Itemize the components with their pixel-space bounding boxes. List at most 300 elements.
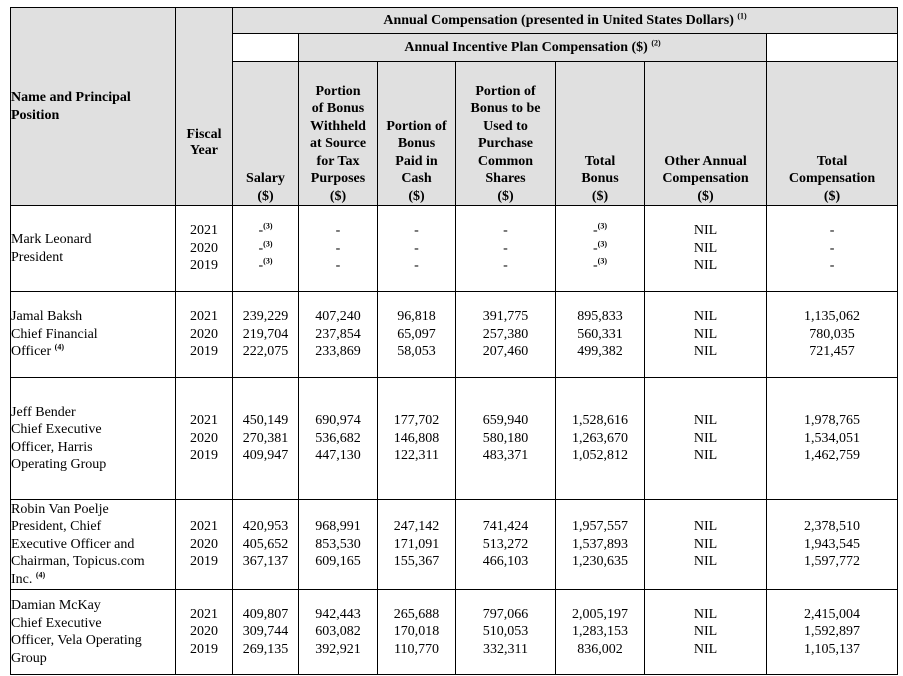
value-text: NIL	[693, 554, 718, 570]
value-text: 1,230,635	[572, 554, 628, 570]
value-text: -	[593, 223, 598, 239]
value-line	[456, 257, 555, 275]
value-text: 942,443	[315, 606, 361, 622]
value-line	[378, 641, 455, 659]
value-line	[299, 343, 377, 361]
value-line	[456, 222, 555, 240]
header-line: ($)	[697, 188, 714, 204]
footnote-marker: (4)	[54, 342, 64, 352]
value-text: 332,311	[483, 641, 528, 657]
value-text: 2020	[190, 536, 218, 552]
header-line: Position	[11, 107, 60, 123]
name-line	[11, 231, 175, 249]
name-text: Jamal Baksh	[11, 309, 83, 325]
header-line: Salary	[246, 171, 285, 186]
fiscal-year-cell	[176, 292, 233, 378]
value-line	[176, 240, 232, 258]
salary-cell	[233, 590, 299, 675]
bonus-shares-cell	[456, 500, 556, 590]
header-aip-compensation	[299, 34, 767, 62]
value-text: 207,460	[482, 344, 529, 360]
header-line: Portion of	[386, 118, 447, 134]
value-text: 466,103	[482, 554, 529, 570]
bonus-withheld-cell	[299, 378, 378, 500]
value-line	[233, 606, 298, 624]
header-line: Other Annual	[664, 153, 747, 169]
value-text: -	[335, 240, 341, 256]
value-line	[456, 553, 555, 571]
value-line	[299, 641, 377, 659]
value-text: NIL	[693, 536, 718, 552]
name-text: Officer, Vela Operating	[11, 633, 142, 648]
header-line: ($)	[257, 188, 274, 204]
value-text: 560,331	[577, 326, 623, 342]
value-text: -	[414, 240, 419, 256]
value-text: 309,744	[242, 624, 289, 640]
bonus-cash-cell	[378, 500, 456, 590]
name-line	[11, 343, 175, 361]
value-line	[456, 641, 555, 659]
value-text: 65,097	[397, 326, 436, 342]
value-line	[176, 553, 232, 571]
value-text: 510,053	[482, 624, 529, 640]
value-text: 409,947	[242, 448, 289, 464]
value-text: 222,075	[242, 344, 289, 360]
value-line	[176, 412, 232, 430]
value-line	[556, 430, 644, 448]
name-text: Robin Van Poelje	[11, 501, 109, 517]
value-line	[456, 447, 555, 465]
salary-cell	[233, 378, 299, 500]
header-line: Bonus	[581, 171, 619, 186]
value-line	[767, 447, 897, 465]
other-compensation-cell	[645, 590, 767, 675]
value-text: 741,424	[482, 519, 529, 535]
value-line	[233, 240, 298, 258]
header-total-compensation	[767, 62, 898, 206]
value-line	[645, 257, 766, 275]
header-annual-compensation	[233, 8, 898, 34]
value-text: 1,283,153	[572, 624, 628, 640]
value-text: 659,940	[482, 413, 529, 429]
value-text: 1,105,137	[804, 641, 861, 657]
value-text: 1,597,772	[804, 554, 861, 570]
value-line	[233, 257, 298, 275]
value-line	[645, 308, 766, 326]
value-text: -	[258, 223, 264, 239]
value-line	[645, 553, 766, 571]
value-line	[233, 518, 298, 536]
value-line	[767, 257, 897, 275]
header-line: for Tax	[316, 153, 360, 169]
value-line	[556, 257, 644, 275]
name-position-cell	[11, 292, 176, 378]
header-bonus-cash	[378, 62, 456, 206]
value-text: 407,240	[315, 309, 361, 325]
value-text: 1,978,765	[804, 413, 861, 429]
value-text: NIL	[693, 240, 718, 256]
value-text: 483,371	[482, 448, 529, 464]
bonus-cash-cell	[378, 590, 456, 675]
header-line: ($)	[591, 188, 609, 204]
name-position-cell	[11, 378, 176, 500]
total-bonus-cell	[556, 500, 645, 590]
value-line	[456, 623, 555, 641]
name-text: Chief Executive	[11, 615, 102, 631]
value-text: 580,180	[482, 430, 529, 446]
value-line	[767, 326, 897, 344]
value-line	[176, 447, 232, 465]
name-text: Chief Financial	[11, 326, 98, 342]
value-text: 690,974	[315, 413, 361, 429]
value-line	[378, 536, 455, 554]
value-line	[233, 536, 298, 554]
name-text: Jeff Bender	[11, 404, 76, 420]
value-line	[176, 536, 232, 554]
value-line	[233, 623, 298, 641]
value-text: NIL	[693, 309, 718, 325]
value-text: 450,149	[242, 413, 289, 429]
bonus-cash-cell	[378, 292, 456, 378]
value-line	[456, 343, 555, 361]
header-line: Purposes	[310, 171, 366, 186]
header-line: of Bonus	[311, 101, 365, 116]
value-text: -	[335, 223, 341, 239]
value-line	[456, 308, 555, 326]
value-line	[456, 606, 555, 624]
header-line: Fiscal	[186, 126, 222, 142]
table-row	[11, 590, 898, 675]
header-line: Common	[477, 153, 534, 169]
value-text: 122,311	[394, 448, 439, 464]
header-line: Paid in	[395, 153, 438, 169]
value-line	[378, 412, 455, 430]
value-line	[299, 623, 377, 641]
value-line	[378, 308, 455, 326]
value-text: -	[335, 258, 341, 274]
header-line: ($)	[408, 188, 425, 204]
header-line: Year	[190, 142, 218, 158]
value-line	[233, 308, 298, 326]
name-line	[11, 632, 175, 650]
total-bonus-cell	[556, 590, 645, 675]
table-row	[11, 378, 898, 500]
value-text: 1,537,893	[572, 536, 628, 552]
name-text: Operating Group	[11, 457, 107, 472]
total-compensation-cell	[767, 500, 898, 590]
total-bonus-cell	[556, 292, 645, 378]
value-line	[645, 222, 766, 240]
value-line	[556, 343, 644, 361]
table-row	[11, 206, 898, 292]
value-line	[378, 447, 455, 465]
header-blank-cell	[767, 34, 898, 62]
name-line	[11, 536, 175, 554]
footnote-marker: (3)	[263, 256, 273, 266]
value-line	[456, 536, 555, 554]
value-text: 237,854	[315, 326, 361, 342]
value-text: 2019	[190, 641, 218, 657]
bonus-shares-cell	[456, 590, 556, 675]
header-annual-compensation-note: (1)	[737, 10, 747, 20]
value-line	[767, 308, 897, 326]
value-line	[456, 240, 555, 258]
value-text: 447,130	[315, 448, 361, 464]
value-line	[556, 623, 644, 641]
value-line	[645, 606, 766, 624]
header-line: Portion of	[475, 83, 536, 99]
value-text: 2019	[190, 448, 218, 464]
value-line	[767, 518, 897, 536]
value-text: 391,775	[482, 309, 529, 325]
value-text: 536,682	[315, 430, 361, 446]
name-text: President	[11, 249, 64, 265]
value-line	[176, 623, 232, 641]
value-text: 1,957,557	[572, 519, 628, 535]
value-text: NIL	[693, 641, 718, 657]
value-line	[645, 623, 766, 641]
value-line	[556, 518, 644, 536]
value-text: 270,381	[242, 430, 289, 446]
value-text: 269,135	[242, 641, 289, 657]
value-line	[233, 222, 298, 240]
value-text: 1,534,051	[804, 430, 861, 446]
value-text: -	[829, 258, 835, 274]
value-text: 836,002	[577, 641, 623, 657]
total-bonus-cell	[556, 206, 645, 292]
value-text: 797,066	[482, 606, 529, 622]
salary-cell	[233, 292, 299, 378]
value-text: 2020	[190, 240, 218, 256]
value-line	[456, 412, 555, 430]
fiscal-year-cell	[176, 500, 233, 590]
value-line	[378, 257, 455, 275]
value-line	[176, 222, 232, 240]
other-compensation-cell	[645, 500, 767, 590]
value-line	[233, 343, 298, 361]
value-line	[645, 641, 766, 659]
value-line	[767, 222, 897, 240]
value-text: 2021	[190, 413, 218, 429]
value-text: NIL	[693, 448, 718, 464]
name-position-cell	[11, 206, 176, 292]
value-text: -	[414, 258, 419, 274]
value-line	[176, 641, 232, 659]
name-line	[11, 650, 175, 668]
value-text: 155,367	[393, 554, 440, 570]
value-line	[299, 308, 377, 326]
name-line	[11, 326, 175, 344]
header-line: at Source	[309, 136, 367, 151]
header-line: Compensation	[662, 171, 749, 186]
value-line	[176, 257, 232, 275]
name-line	[11, 456, 175, 474]
value-line	[299, 222, 377, 240]
value-text: 2,005,197	[572, 606, 628, 622]
value-text: 2,415,004	[804, 606, 861, 622]
header-line: Total	[584, 153, 616, 169]
header-line: ($)	[497, 188, 514, 204]
value-line	[233, 447, 298, 465]
fiscal-year-cell	[176, 378, 233, 500]
value-line	[378, 518, 455, 536]
name-text: Chairman, Topicus.com	[11, 554, 145, 570]
value-text: 609,165	[315, 554, 361, 570]
value-line	[378, 606, 455, 624]
fiscal-year-cell	[176, 206, 233, 292]
header-total-bonus	[556, 62, 645, 206]
header-line: Cash	[401, 171, 432, 186]
value-line	[299, 326, 377, 344]
value-line	[299, 536, 377, 554]
header-blank-cell	[233, 34, 299, 62]
header-line: Bonus to be	[470, 101, 541, 116]
name-text: Group	[11, 650, 47, 666]
value-text: -	[258, 240, 264, 256]
bonus-withheld-cell	[299, 590, 378, 675]
value-line	[556, 641, 644, 659]
name-text: Officer	[11, 344, 52, 360]
value-text: 265,688	[393, 606, 440, 622]
value-line	[299, 257, 377, 275]
header-line: Bonus	[397, 136, 436, 151]
value-line	[767, 623, 897, 641]
value-text: 853,530	[315, 536, 361, 552]
value-text: 2020	[190, 430, 218, 446]
value-line	[556, 308, 644, 326]
value-text: 2019	[190, 554, 218, 570]
value-text: 2021	[190, 223, 218, 239]
value-line	[233, 553, 298, 571]
value-text: 895,833	[577, 309, 623, 325]
footnote-marker: (4)	[35, 570, 46, 580]
value-line	[299, 240, 377, 258]
value-line	[767, 430, 897, 448]
value-line	[645, 536, 766, 554]
total-compensation-cell	[767, 378, 898, 500]
value-line	[556, 447, 644, 465]
header-line: ($)	[823, 188, 841, 204]
value-line	[378, 430, 455, 448]
footnote-marker: (3)	[597, 221, 607, 231]
value-text: -	[593, 258, 598, 274]
value-text: -	[829, 240, 835, 256]
header-line: ($)	[329, 188, 347, 204]
name-text: President, Chief	[11, 519, 102, 535]
header-aip-text: Annual Incentive Plan Compensation ($)	[404, 39, 648, 55]
table-row	[11, 500, 898, 590]
name-line	[11, 439, 175, 457]
value-line	[378, 222, 455, 240]
name-position-cell	[11, 500, 176, 590]
name-line	[11, 615, 175, 633]
value-text: 780,035	[809, 326, 855, 342]
value-line	[176, 343, 232, 361]
table-row	[11, 292, 898, 378]
value-text: 603,082	[315, 624, 361, 640]
header-line: Shares	[485, 171, 526, 186]
name-text: Chief Executive	[11, 422, 102, 437]
value-line	[645, 240, 766, 258]
value-line	[645, 430, 766, 448]
value-text: 110,770	[394, 641, 439, 657]
name-text: Damian McKay	[11, 598, 101, 613]
other-compensation-cell	[645, 206, 767, 292]
value-line	[378, 326, 455, 344]
value-line	[299, 412, 377, 430]
value-text: 2021	[190, 606, 218, 622]
value-line	[645, 447, 766, 465]
value-text: 58,053	[397, 344, 436, 360]
value-line	[456, 430, 555, 448]
value-line	[299, 447, 377, 465]
value-line	[299, 553, 377, 571]
value-text: NIL	[693, 606, 718, 622]
value-line	[645, 412, 766, 430]
value-line	[645, 343, 766, 361]
header-bonus-shares	[456, 62, 556, 206]
value-text: 1,592,897	[804, 624, 861, 640]
value-text: 233,869	[315, 344, 361, 360]
value-line	[645, 326, 766, 344]
name-line	[11, 421, 175, 439]
value-text: NIL	[693, 624, 718, 640]
value-text: NIL	[693, 223, 718, 239]
value-text: 1,943,545	[804, 536, 861, 552]
value-line	[645, 518, 766, 536]
name-line	[11, 571, 175, 589]
value-text: 2019	[190, 344, 218, 360]
value-line	[378, 623, 455, 641]
header-annual-compensation-text: Annual Compensation (presented in United States Dollars)	[383, 12, 734, 28]
value-line	[767, 553, 897, 571]
value-text: 2021	[190, 519, 218, 535]
value-text: 405,652	[242, 536, 289, 552]
bonus-shares-cell	[456, 206, 556, 292]
value-text: 146,808	[393, 430, 440, 446]
value-line	[767, 240, 897, 258]
value-text: 247,142	[393, 519, 440, 535]
value-text: 499,382	[577, 344, 623, 360]
total-compensation-cell	[767, 292, 898, 378]
value-line	[233, 641, 298, 659]
value-text: 1,263,670	[572, 430, 628, 446]
name-line	[11, 597, 175, 615]
value-text: 513,272	[482, 536, 529, 552]
value-text: 177,702	[393, 413, 440, 429]
value-line	[176, 430, 232, 448]
name-text: Mark Leonard	[11, 232, 92, 247]
value-line	[456, 518, 555, 536]
value-line	[456, 326, 555, 344]
value-line	[767, 343, 897, 361]
fiscal-year-cell	[176, 590, 233, 675]
header-name-position	[11, 8, 176, 206]
salary-cell	[233, 500, 299, 590]
value-text: 1,462,759	[804, 448, 861, 464]
value-line	[233, 430, 298, 448]
name-line	[11, 404, 175, 422]
header-line: Withheld	[310, 118, 366, 134]
value-text: 2020	[190, 624, 218, 640]
other-compensation-cell	[645, 292, 767, 378]
value-line	[556, 606, 644, 624]
value-text: NIL	[693, 519, 718, 535]
bonus-cash-cell	[378, 206, 456, 292]
value-text: -	[593, 240, 598, 256]
value-text: 367,137	[242, 554, 289, 570]
header-line: Name and Principal	[11, 90, 131, 105]
